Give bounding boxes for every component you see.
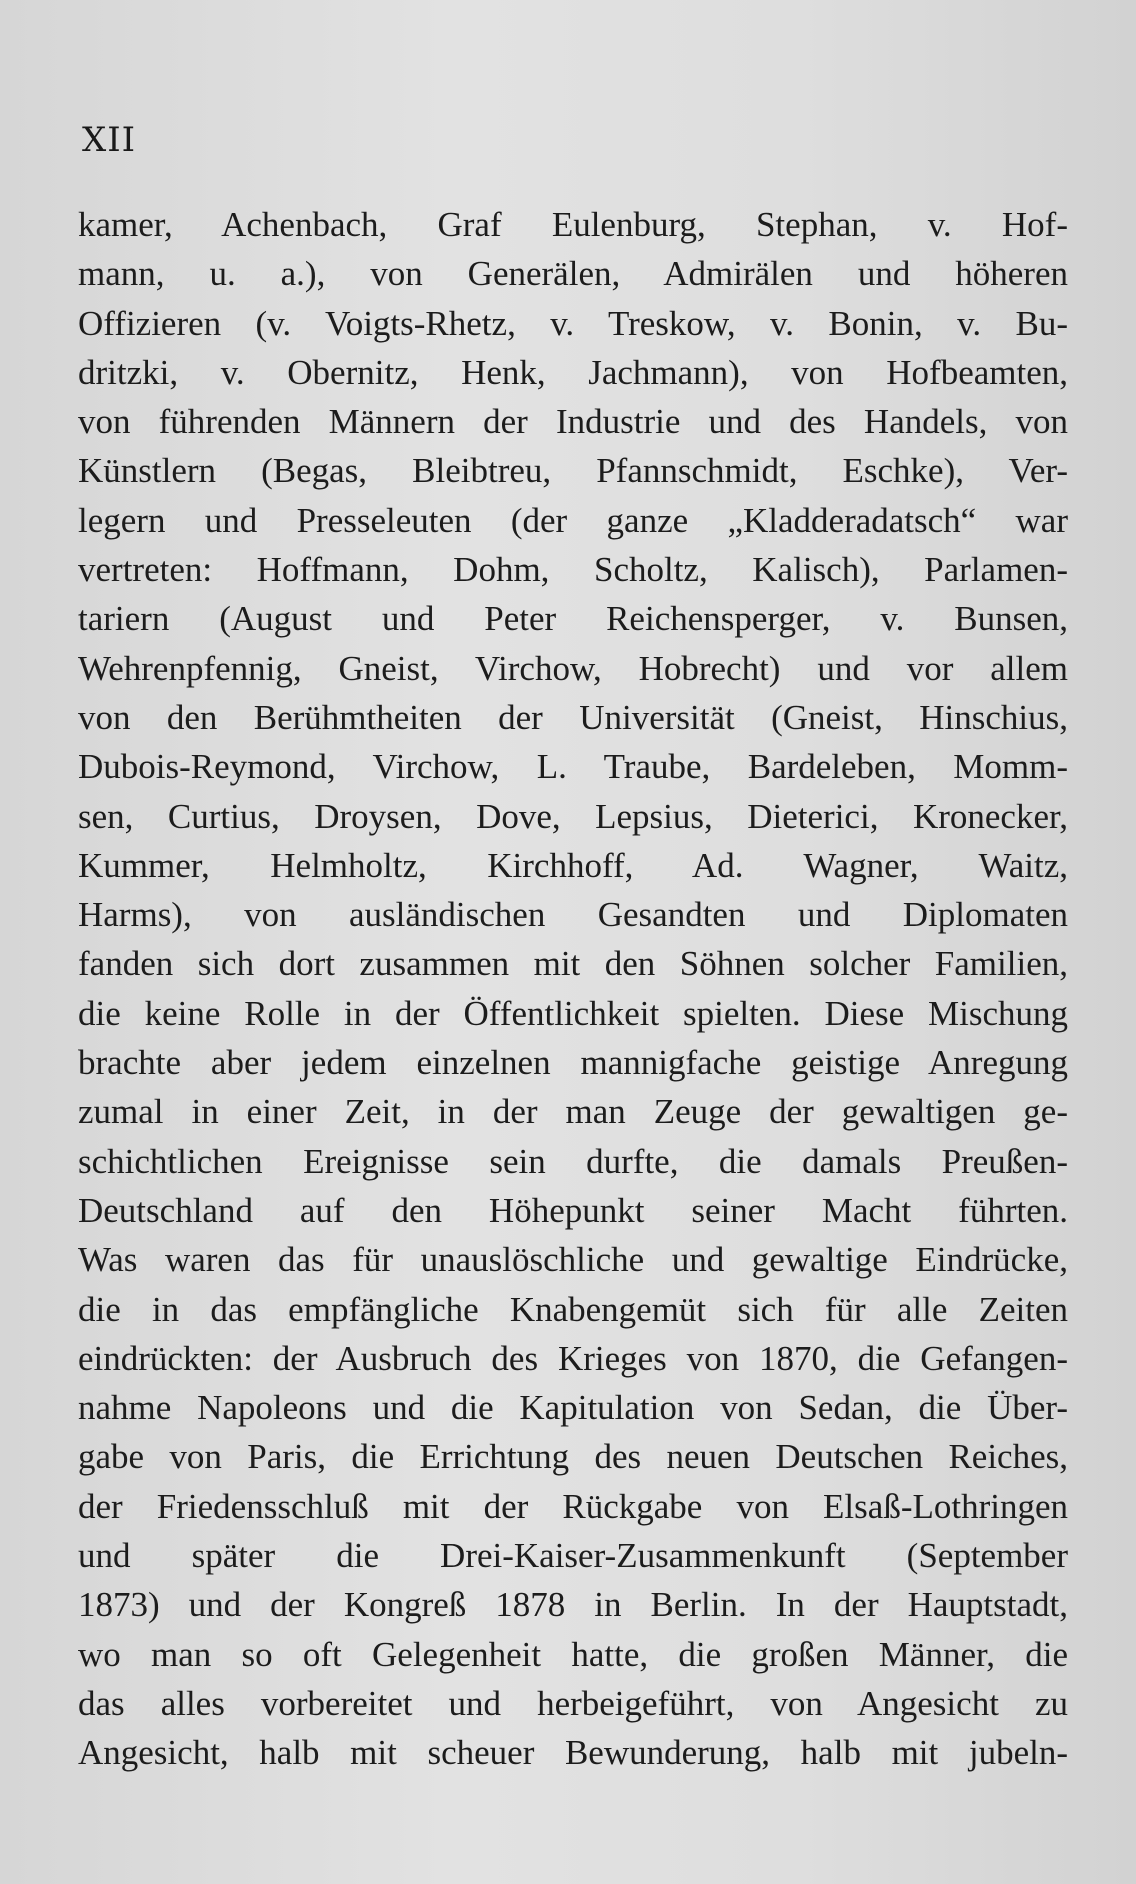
text-line: nahme Napoleons und die Kapitulation von Sedan, die Über- (78, 1388, 1068, 1428)
text-line: die in das empfängliche Knabengemüt sich für alle Zeiten (78, 1289, 1068, 1329)
text-line: Offizieren (v. Voigts-Rhetz, v. Treskow, v. Bonin, v. Bu- (78, 303, 1068, 343)
text-line: dritzki, v. Obernitz, Henk, Jachmann), von Hofbeamten, (78, 352, 1068, 392)
text-line: Was waren das für unauslöschliche und gewaltige Eindrücke, (78, 1240, 1068, 1280)
text-line: und später die Drei-Kaiser-Zusammenkunft (September (78, 1536, 1068, 1576)
text-line: legern und Presseleuten (der ganze „Kladderadatsch“ war (78, 500, 1068, 540)
text-line: brachte aber jedem einzelnen mannigfache geistige Anregung (78, 1043, 1068, 1083)
text-line: tariern (August und Peter Reichensperger, v. Bunsen, (78, 599, 1068, 639)
text-line: wo man so oft Gelegenheit hatte, die großen Männer, die (78, 1634, 1068, 1674)
text-line: gabe von Paris, die Errichtung des neuen Deutschen Reiches, (78, 1437, 1068, 1477)
text-line: das alles vorbereitet und herbeigeführt, von Angesicht zu (78, 1683, 1068, 1723)
page-number: XII (82, 120, 137, 160)
text-line: Deutschland auf den Höhepunkt seiner Macht führten. (78, 1190, 1068, 1230)
text-line: die keine Rolle in der Öffentlichkeit spielten. Diese Mischung (78, 993, 1068, 1033)
text-line: Harms), von ausländischen Gesandten und Diplomaten (78, 895, 1068, 935)
text-line: Kummer, Helmholtz, Kirchhoff, Ad. Wagner, Waitz, (78, 845, 1068, 885)
text-line: zumal in einer Zeit, in der man Zeuge der gewaltigen ge- (78, 1092, 1068, 1132)
text-line: vertreten: Hoffmann, Dohm, Scholtz, Kalisch), Parlamen- (78, 550, 1068, 590)
text-line: von führenden Männern der Industrie und des Handels, von (78, 402, 1068, 442)
text-line: schichtlichen Ereignisse sein durfte, die damals Preußen- (78, 1141, 1068, 1181)
text-line: von den Berühmtheiten der Universität (Gneist, Hinschius, (78, 697, 1068, 737)
text-line: mann, u. a.), von Generälen, Admirälen und höheren (78, 254, 1068, 294)
text-line: Dubois-Reymond, Virchow, L. Traube, Bardeleben, Momm- (78, 747, 1068, 787)
body-text (78, 200, 1068, 1778)
text-line: Angesicht, halb mit scheuer Bewunderung, halb mit jubeln- (78, 1733, 1068, 1773)
text-line: fanden sich dort zusammen mit den Söhnen solcher Familien, (78, 944, 1068, 984)
text-line: eindrückten: der Ausbruch des Krieges von 1870, die Gefangen- (78, 1338, 1068, 1378)
text-line: Künstlern (Begas, Bleibtreu, Pfannschmidt, Eschke), Ver- (78, 451, 1068, 491)
text-line: Wehrenpfennig, Gneist, Virchow, Hobrecht) und vor allem (78, 648, 1068, 688)
text-line: der Friedensschluß mit der Rückgabe von Elsaß-Lothringen (78, 1486, 1068, 1526)
text-line: 1873) und der Kongreß 1878 in Berlin. In der Hauptstadt, (78, 1585, 1068, 1625)
text-line: sen, Curtius, Droysen, Dove, Lepsius, Dieterici, Kronecker, (78, 796, 1068, 836)
text-line: kamer, Achenbach, Graf Eulenburg, Stephan, v. Hof- (78, 205, 1068, 244)
